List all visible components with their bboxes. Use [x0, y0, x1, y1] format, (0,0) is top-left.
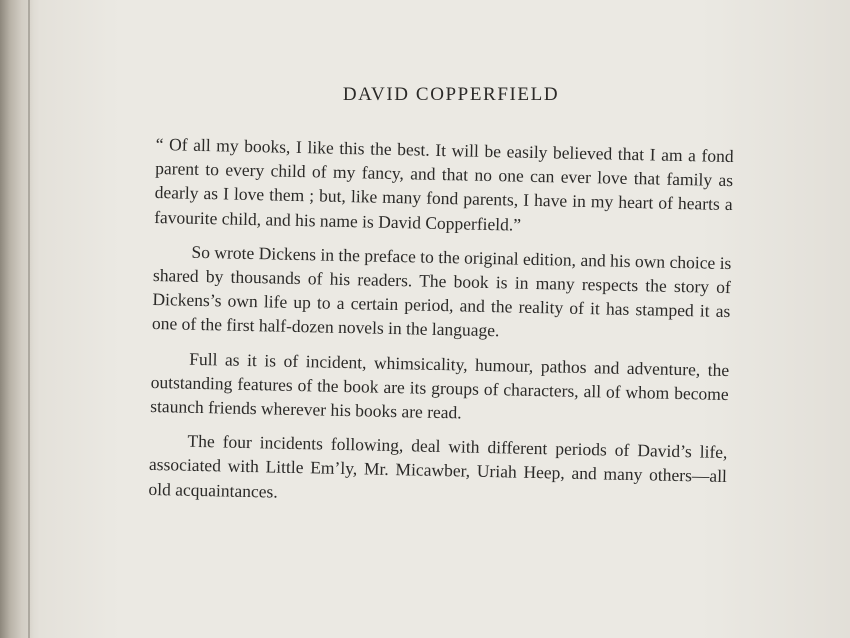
paragraph-incidents: The four incidents following, deal with different periods of David’s life, associated with Little Em’ly, Mr. Micawber, Uriah Heep, and many others—all old acquaintances. [148, 430, 728, 502]
paragraph-preface: So wrote Dickens in the preface to the original edition, and his own choice is shared by thousands of his readers. The book is in many respects the story of Dickens’s own life up to a certain period, and the reality of it has stamped it as one of the first half-dozen novels in the language. [151, 241, 732, 341]
paragraph-quote: “ Of all my books, I like this the best. It will be easily believed that I am a fond parent to every child of my fancy, and that no one can ever love that family as dearly as I love them ; but, like many fond parents, I have in my heart of hearts a favourite child, and his name is David Copperfield.” [154, 133, 734, 235]
body-text [148, 132, 734, 513]
paragraph-features: Full as it is of incident, whimsicality, humour, pathos and adventure, the outstanding features of the book are its groups of characters, all of whom become staunch friends wherever his books are read. [150, 348, 730, 423]
page-title: DAVID COPPERFIELD [342, 84, 560, 105]
